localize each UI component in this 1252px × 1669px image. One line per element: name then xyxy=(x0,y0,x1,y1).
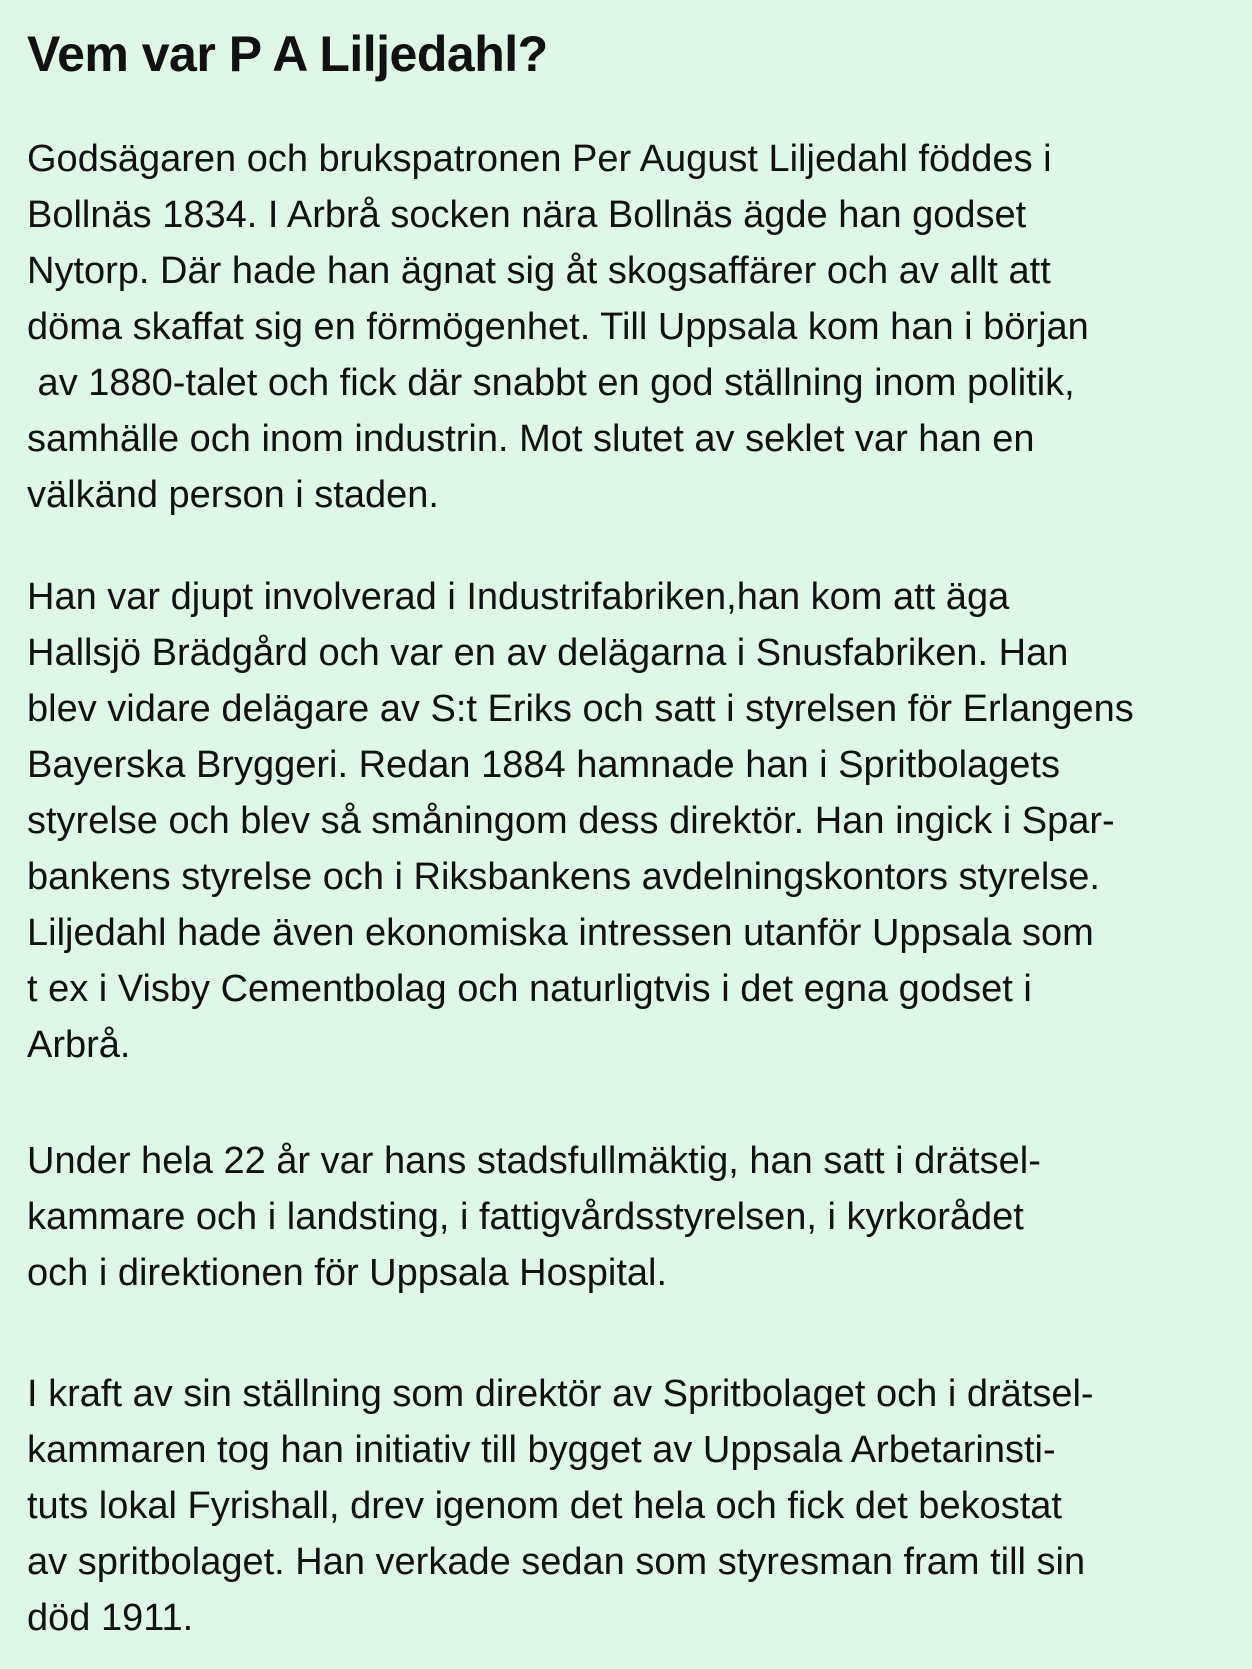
text-line: bankens styrelse och i Riksbankens avdelningskontors styrelse. xyxy=(27,856,1100,898)
text-line: Liljedahl hade även ekonomiska intressen utanför Uppsala som xyxy=(27,912,1094,954)
text-line: blev vidare delägare av S:t Eriks och satt i styrelsen för Erlangens xyxy=(27,688,1134,730)
text-line: Godsägaren och brukspatronen Per August Liljedahl föddes i xyxy=(27,138,1052,180)
text-line: Hallsjö Brädgård och var en av delägarna i Snusfabriken. Han xyxy=(27,632,1069,674)
text-line: Bollnäs 1834. I Arbrå socken nära Bollnäs ägde han godset xyxy=(27,194,1027,236)
page-title: Vem var P A Liljedahl? xyxy=(27,26,548,82)
text-line: död 1911. xyxy=(27,1597,194,1639)
paragraph-public-offices xyxy=(27,1133,1041,1301)
text-line: av 1880-talet och fick där snabbt en god ställning inom politik, xyxy=(27,362,1075,404)
text-line: döma skaffat sig en förmögenhet. Till Uppsala kom han i början xyxy=(27,306,1089,348)
text-line: samhälle och inom industrin. Mot slutet av seklet var han en xyxy=(27,418,1035,460)
text-line: Han var djupt involverad i Industrifabriken,han kom att äga xyxy=(27,576,1010,618)
paragraph-biography-intro xyxy=(27,131,1089,523)
text-line: Under hela 22 år var hans stadsfullmäktig, han satt i drätsel- xyxy=(27,1140,1041,1182)
text-line: Arbrå. xyxy=(27,1024,131,1066)
document-page xyxy=(27,0,1249,1669)
text-line: tuts lokal Fyrishall, drev igenom det hela och fick det bekostat xyxy=(27,1485,1062,1527)
text-line: I kraft av sin ställning som direktör av Spritbolaget och i drätsel- xyxy=(27,1373,1094,1415)
text-line: t ex i Visby Cementbolag och naturligtvis i det egna godset i xyxy=(27,968,1032,1010)
text-line: styrelse och blev så småningom dess direktör. Han ingick i Spar- xyxy=(27,800,1115,842)
text-line: Bayerska Bryggeri. Redan 1884 hamnade han i Spritbolagets xyxy=(27,744,1060,786)
text-line: välkänd person i staden. xyxy=(27,474,439,516)
text-line: kammaren tog han initiativ till bygget av Uppsala Arbetarinsti- xyxy=(27,1429,1056,1471)
text-line: och i direktionen för Uppsala Hospital. xyxy=(27,1252,668,1294)
text-line: kammare och i landsting, i fattigvårdsstyrelsen, i kyrkorådet xyxy=(27,1196,1024,1238)
paragraph-business-interests xyxy=(27,569,1134,1073)
text-line: av spritbolaget. Han verkade sedan som styresman fram till sin xyxy=(27,1541,1086,1583)
paragraph-fyrishall xyxy=(27,1366,1094,1646)
text-line: Nytorp. Där hade han ägnat sig åt skogsaffärer och av allt att xyxy=(27,250,1051,292)
